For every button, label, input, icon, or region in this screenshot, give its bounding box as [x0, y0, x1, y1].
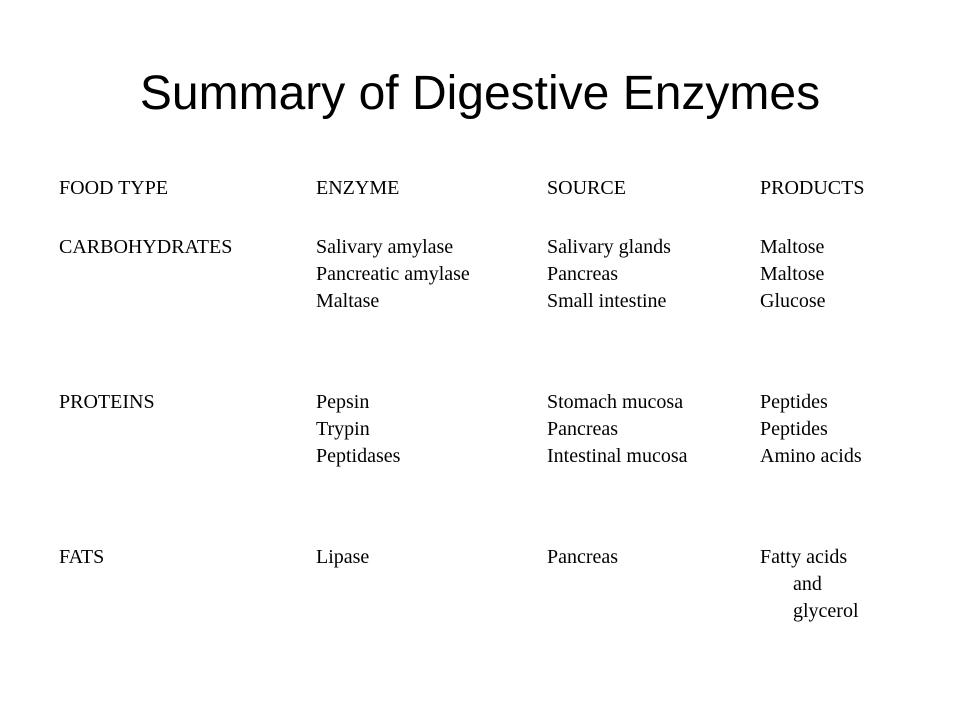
product-item: Peptides: [760, 391, 828, 413]
source-list-fats: [547, 544, 618, 571]
product-item: Fatty acids: [760, 546, 848, 568]
product-item: Maltose: [760, 263, 825, 285]
product-list-proteins: [760, 389, 862, 470]
product-item: and: [793, 573, 822, 595]
header-enzyme: ENZYME: [316, 177, 400, 199]
enzyme-item: Salivary amylase: [316, 236, 454, 258]
enzyme-item: Maltase: [316, 290, 380, 312]
header-source: SOURCE: [547, 177, 626, 199]
food-type-proteins: PROTEINS: [59, 391, 155, 413]
product-item: Glucose: [760, 290, 826, 312]
source-item: Salivary glands: [547, 236, 671, 258]
source-list-proteins: [547, 389, 688, 470]
source-item: Stomach mucosa: [547, 391, 684, 413]
product-item: Amino acids: [760, 445, 862, 467]
source-item: Pancreas: [547, 546, 619, 568]
source-item: Intestinal mucosa: [547, 445, 688, 467]
slide-title: Summary of Digestive Enzymes: [139, 67, 821, 120]
product-list-carbohydrates: [760, 234, 826, 315]
header-food-type: FOOD TYPE: [59, 177, 169, 199]
product-item: Peptides: [760, 418, 828, 440]
enzyme-list-fats: [316, 544, 369, 571]
enzyme-item: Pancreatic amylase: [316, 263, 470, 285]
product-list-fats: [760, 544, 859, 625]
enzyme-item: Trypin: [316, 418, 370, 440]
enzyme-item: Peptidases: [316, 445, 401, 467]
food-type-carbohydrates: CARBOHYDRATES: [59, 236, 233, 258]
enzyme-item: Lipase: [316, 546, 370, 568]
product-item: glycerol: [793, 600, 859, 622]
source-item: Pancreas: [547, 418, 619, 440]
enzyme-list-carbohydrates: [316, 234, 470, 315]
header-products: PRODUCTS: [760, 177, 865, 199]
source-item: Small intestine: [547, 290, 667, 312]
food-type-fats: FATS: [59, 546, 105, 568]
product-item: Maltose: [760, 236, 825, 258]
enzyme-list-proteins: [316, 389, 400, 470]
source-item: Pancreas: [547, 263, 619, 285]
enzyme-item: Pepsin: [316, 391, 370, 413]
source-list-carbohydrates: [547, 234, 671, 315]
